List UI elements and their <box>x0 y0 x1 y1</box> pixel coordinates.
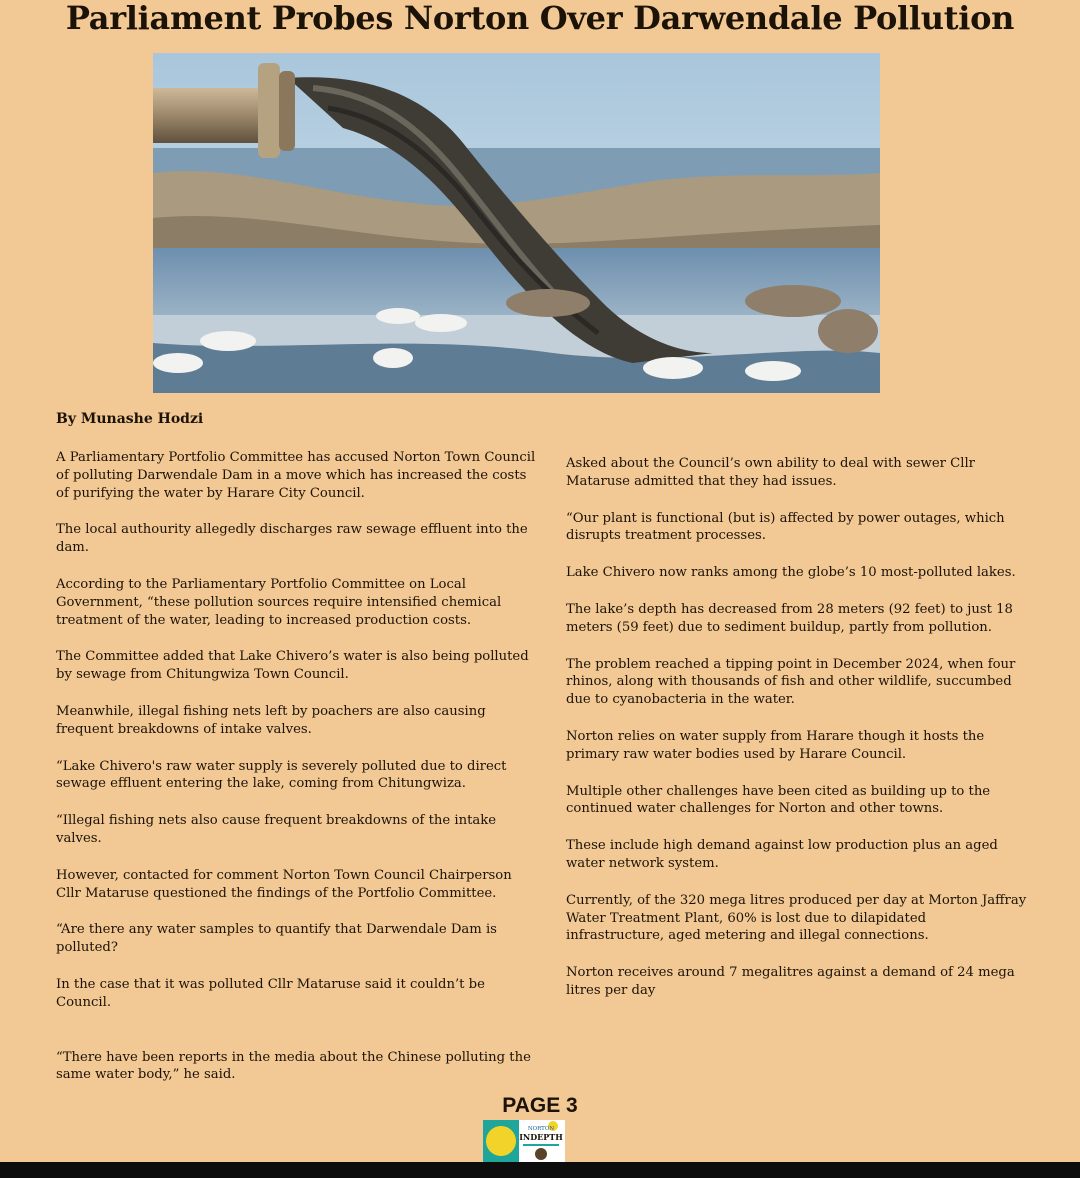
paragraph: The Committee added that Lake Chivero’s water is also being polluted by sewage from Chitungwiza Town Council. <box>56 649 529 683</box>
paragraph: Norton relies on water supply from Harare though it hosts the primary raw water bodies used by Harare Council. <box>566 728 985 762</box>
paragraph: According to the Parliamentary Portfolio Committee on Local Government, “these pollution sources require intensified chemical treatment of the water, leading to increased production costs. <box>56 576 502 628</box>
article-headline: Parliament Probes Norton Over Darwendale Pollution <box>65 0 1015 37</box>
footer-bar <box>0 1162 1080 1178</box>
paragraph: A Parliamentary Portfolio Committee has accused Norton Town Council of polluting Darwendale Dam in a move which has increased the costs of purifying the water by Harare City Council. <box>56 450 536 501</box>
paragraph: The lake’s depth has decreased from 28 meters (92 feet) to just 18 meters (59 feet) due to sediment buildup, partly from pollution. <box>566 601 1013 635</box>
paragraph: Meanwhile, illegal fishing nets left by poachers are also causing frequent breakdowns of intake valves. <box>56 703 486 737</box>
paragraph: Norton receives around 7 megalitres against a demand of 24 mega litres per day <box>566 965 1015 998</box>
paragraph: “Our plant is functional (but is) affected by power outages, which disrupts treatment processes. <box>566 510 1005 544</box>
paragraph: In the case that it was polluted Cllr Mataruse said it couldn’t be Council. <box>56 976 485 1010</box>
logo-top-text: NORTON <box>527 1126 555 1132</box>
byline: By Munashe Hodzi <box>56 411 204 427</box>
paragraph: However, contacted for comment Norton Town Council Chairperson Cllr Mataruse questioned the findings of the Portfolio Committee. <box>56 867 512 901</box>
paragraph: Lake Chivero now ranks among the globe’s 10 most-polluted lakes. <box>566 565 1016 581</box>
article-column-left <box>56 449 540 1103</box>
norton-indepth-logo <box>483 1120 565 1162</box>
paragraph: “Are there any water samples to quantify that Darwendale Dam is polluted? <box>56 922 497 956</box>
paragraph: “There have been reports in the media about the Chinese polluting the same water body,” he said. <box>56 1049 531 1083</box>
paragraph: Asked about the Council’s own ability to deal with sewer Cllr Mataruse admitted that they had issues. <box>566 456 975 489</box>
logo-main-text: INDEPTH <box>519 1132 563 1142</box>
paragraph: “Illegal fishing nets also cause frequent breakdowns of the intake valves. <box>56 813 497 846</box>
paragraph: The local authourity allegedly discharges raw sewage effluent into the dam. <box>56 522 528 556</box>
page-number: PAGE 3 <box>502 1094 578 1117</box>
paragraph: Currently, of the 320 mega litres produced per day at Morton Jaffray Water Treatment Plant, 60% is lost due to dilapidated infrastructure, aged metering and illegal connections. <box>566 892 1027 944</box>
paragraph: Multiple other challenges have been cited as building up to the continued water challenges for Norton and other towns. <box>566 783 991 817</box>
paragraph: “Lake Chivero's raw water supply is severely polluted due to direct sewage effluent entering the lake, coming from Chitungwiza. <box>56 758 507 792</box>
article-column-right <box>566 455 1028 1019</box>
article-photo <box>153 53 880 393</box>
paragraph: The problem reached a tipping point in December 2024, when four rhinos, along with thousands of fish and other wildlife, succumbed due to cyanobacteria in the water. <box>566 656 1016 708</box>
paragraph: These include high demand against low production plus an aged water network system. <box>566 838 998 871</box>
